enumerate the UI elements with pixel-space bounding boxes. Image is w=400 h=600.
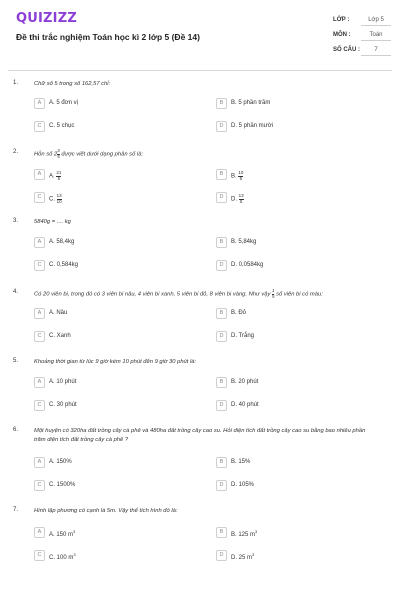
option-letter-box[interactable]: C	[34, 550, 45, 561]
option-c[interactable]	[34, 550, 194, 562]
option-letter-box[interactable]: A	[34, 527, 45, 538]
option-d[interactable]	[216, 331, 376, 343]
option-prefix: D.	[231, 196, 239, 203]
fraction-numerator: 3	[57, 148, 60, 153]
option-fraction	[57, 194, 62, 204]
option-d[interactable]	[216, 260, 376, 272]
fraction-numerator: 1	[271, 288, 275, 293]
meta-count-label: SỐ CÂU :	[333, 47, 360, 53]
option-letter-box[interactable]: C	[34, 480, 45, 491]
option-letter-box[interactable]: C	[34, 121, 45, 132]
option-letter-box[interactable]: D	[216, 480, 227, 491]
option-b[interactable]	[216, 169, 376, 181]
option-a[interactable]	[34, 457, 194, 469]
option-c[interactable]	[34, 260, 194, 272]
option-value: C. 100 m	[49, 555, 74, 561]
question-text-before: Có 20 viên bi, trong đó có 3 viên bi nâu, 4 viên bi xanh, 5 viên bi đỏ, 8 viên bi vàng. Như vậy	[34, 291, 272, 298]
option-letter-box[interactable]: C	[34, 192, 45, 203]
option-exponent: 3	[255, 529, 258, 534]
question-text-before: Hỗn số 2	[34, 151, 58, 158]
option-a[interactable]	[34, 169, 194, 181]
meta-count	[333, 44, 393, 57]
option-text: B. Đỏ	[231, 310, 247, 316]
option-fraction	[239, 194, 244, 204]
question-number: 6.	[13, 427, 19, 433]
option-value: D. 25 m	[231, 555, 253, 561]
question-text: Khoảng thời gian từ lúc 9 giờ kém 10 phút đến 9 giờ 30 phút là:	[34, 359, 197, 365]
meta-class-value: Lớp 5	[361, 14, 391, 26]
fraction-denominator: 5	[57, 153, 60, 159]
option-letter-box[interactable]: B	[216, 237, 227, 248]
option-text: B. 5 phần trăm	[231, 100, 271, 106]
option-text: C. Xanh	[49, 333, 71, 339]
option-text: C. 5 chục	[49, 123, 75, 129]
option-c[interactable]	[34, 121, 194, 133]
option-text: A. 5 đơn vị	[49, 100, 78, 106]
option-b[interactable]	[216, 527, 376, 539]
meta-subject-value: Toán	[361, 29, 391, 41]
option-c[interactable]	[34, 400, 194, 412]
question-text-after: số viên bi có màu:	[274, 291, 323, 298]
meta-subject	[333, 29, 393, 42]
fraction-numerator: 10	[238, 170, 244, 175]
option-letter-box[interactable]: D	[216, 550, 227, 561]
fraction-numerator: 13	[238, 193, 244, 198]
meta-count-value: 7	[361, 44, 391, 56]
question-text	[34, 149, 374, 160]
question-number: 1.	[13, 80, 19, 86]
option-exponent: 3	[252, 552, 255, 557]
option-letter-box[interactable]: A	[34, 377, 45, 388]
option-c[interactable]	[34, 480, 194, 492]
option-text: D. 0,0584kg	[231, 262, 264, 268]
option-letter-box[interactable]: A	[34, 457, 45, 468]
option-letter-box[interactable]: B	[216, 457, 227, 468]
option-prefix: B.	[231, 173, 239, 180]
option-prefix: A.	[49, 173, 57, 180]
option-c[interactable]	[34, 331, 194, 343]
option-b[interactable]	[216, 377, 376, 389]
option-b[interactable]	[216, 308, 376, 320]
option-text: C. 30 phút	[49, 402, 77, 408]
option-b[interactable]	[216, 457, 376, 469]
fraction-denominator: 5	[239, 175, 243, 181]
question-text: Một huyện có 320ha đất trồng cây cà phê và 480ha đất trồng cây cao su. Hỏi diện tích đất trồng cây cao su bằng bao nhiêu phần trăm diện tích đất trồng cây cà phê ?	[34, 428, 366, 443]
option-fraction	[56, 171, 61, 181]
question-number: 5.	[13, 358, 19, 364]
option-letter-box[interactable]: D	[216, 331, 227, 342]
option-d[interactable]	[216, 400, 376, 412]
option-text: D. 105%	[231, 482, 255, 488]
option-d[interactable]	[216, 192, 376, 204]
option-text	[231, 171, 243, 181]
option-a[interactable]	[34, 377, 194, 389]
option-c[interactable]	[34, 192, 194, 204]
option-a[interactable]	[34, 98, 194, 110]
option-value: B. 125 m	[231, 532, 256, 538]
question-text: 5840g = .... kg	[34, 219, 71, 225]
question-text	[34, 289, 374, 300]
option-letter-box[interactable]: A	[34, 237, 45, 248]
option-d[interactable]	[216, 550, 376, 562]
option-exponent: 3	[73, 552, 76, 557]
header-divider	[8, 70, 392, 71]
option-letter-box[interactable]: B	[216, 377, 227, 388]
option-d[interactable]	[216, 121, 376, 133]
option-a[interactable]	[34, 237, 194, 249]
option-text: D. Trắng	[231, 333, 255, 339]
option-text	[231, 529, 257, 538]
meta-subject-label: MÔN :	[333, 32, 351, 38]
option-letter-box[interactable]: D	[216, 260, 227, 271]
option-letter-box[interactable]: D	[216, 400, 227, 411]
question-number: 7.	[13, 507, 19, 513]
option-letter-box[interactable]: D	[216, 121, 227, 132]
page-title: Đề thi trắc nghiệm Toán học kì 2 lớp 5 (Đề 14)	[16, 32, 200, 42]
meta-class-label: LỚP :	[333, 17, 350, 23]
option-a[interactable]	[34, 527, 194, 539]
page-header	[0, 0, 400, 70]
fraction-denominator: 5	[239, 198, 243, 204]
option-fraction	[238, 171, 243, 181]
option-letter-box[interactable]: C	[34, 331, 45, 342]
option-text: C. 1500%	[49, 482, 76, 488]
option-text	[49, 552, 76, 561]
option-letter-box[interactable]: C	[34, 260, 45, 271]
fraction-numerator: 13	[56, 193, 62, 198]
option-prefix: C.	[49, 196, 57, 203]
option-text: D. 40 phút	[231, 402, 259, 408]
option-exponent: 3	[73, 529, 76, 534]
option-text	[49, 194, 62, 204]
question-text: Chữ số 5 trong số 162,57 chỉ:	[34, 81, 111, 87]
option-letter-box[interactable]: C	[34, 400, 45, 411]
option-text	[231, 552, 254, 561]
option-text	[49, 171, 61, 181]
option-letter-box[interactable]: A	[34, 169, 45, 180]
option-letter-box[interactable]: B	[216, 308, 227, 319]
question-number: 2.	[13, 149, 19, 155]
option-text	[231, 194, 244, 204]
question-number: 4.	[13, 289, 19, 295]
meta-class	[333, 14, 393, 27]
option-text	[49, 529, 75, 538]
option-d[interactable]	[216, 480, 376, 492]
option-letter-box[interactable]: D	[216, 192, 227, 203]
question-number: 3.	[13, 218, 19, 224]
option-b[interactable]	[216, 98, 376, 110]
option-a[interactable]	[34, 308, 194, 320]
option-text: C. 0,584kg	[49, 262, 79, 268]
fraction-denominator: 5	[271, 293, 275, 299]
option-b[interactable]	[216, 237, 376, 249]
option-text: B. 5,84kg	[231, 239, 257, 245]
fraction-denominator: 5	[57, 175, 61, 181]
option-letter-box[interactable]: B	[216, 98, 227, 109]
option-text: B. 15%	[231, 459, 251, 465]
option-text: A. Nâu	[49, 310, 68, 316]
fraction-numerator: 21	[56, 170, 62, 175]
quizizz-logo: QUIZIZZ	[16, 11, 77, 26]
option-letter-box[interactable]: A	[34, 98, 45, 109]
option-text: A. 58,4kg	[49, 239, 75, 245]
option-text: D. 5 phần mười	[231, 123, 273, 129]
option-text: A. 10 phút	[49, 379, 77, 385]
fraction-denominator: 10	[56, 198, 62, 204]
question-text: Hình lập phương có cạnh là 5m. Vậy thể tích hình đó là:	[34, 508, 178, 514]
option-letter-box[interactable]: B	[216, 527, 227, 538]
question-text-after: được viết dưới dạng phân số là:	[59, 151, 144, 158]
option-text: B. 20 phút	[231, 379, 259, 385]
option-text: A. 150%	[49, 459, 72, 465]
option-letter-box[interactable]: A	[34, 308, 45, 319]
option-letter-box[interactable]: B	[216, 169, 227, 180]
option-value: A. 150 m	[49, 532, 74, 538]
